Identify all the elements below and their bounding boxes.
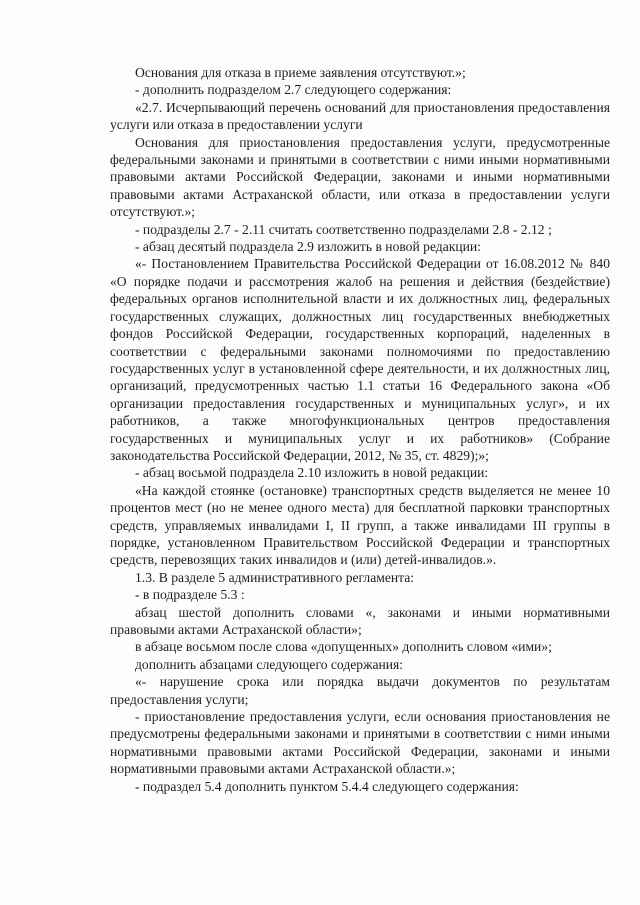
paragraph-13: в абзаце восьмом после слова «допущенных» дополнить словом «ими»; xyxy=(135,639,552,655)
paragraph-3: «2.7. Исчерпывающий перечень оснований для приостановления предоставления услуги или отказа в предоставлении услуги xyxy=(110,99,610,133)
paragraph-12: абзац шестой дополнить словами «, законами и иными нормативными правовыми актами Астраханской области»; xyxy=(110,604,610,637)
paragraph-10: 1.3. В разделе 5 административного регламента: xyxy=(135,569,415,585)
paragraph-9: «На каждой стоянке (остановке) транспортных средств выделяется не менее 10 процентов мест (но не менее одного места) для бесплатной парковки транспортных средств, управляемых инвалидами I, II групп, а также инвалидами III группы в порядке, установленном Правительством Российской Федерации и транспортных средств, перевозящих таких инвалидов и (или) детей-инвалидов.». xyxy=(110,482,610,568)
paragraph-14: дополнить абзацами следующего содержания: xyxy=(135,656,404,672)
paragraph-7: «- Постановлением Правительства Российской Федерации от 16.08.2012 № 840 «О порядке подачи и рассмотрения жалоб на решения и действия (бездействие) федеральных органов исполнительной власти и их должностных лиц, федеральных государственных служащих, должностных лиц государственных внебюджетных фондов Российской Федерации, государственных корпораций, наделенных в соответствии с федеральными законами полномочиями по предоставлению государственных услуг в установленной сфере деятельности, и их должностных лиц, организаций, предусмотренных частью 1.1 статьи 16 Федерального закона «Об организации предоставления государственных и муниципальных услуг», и их работников, а также многофункциональных центров предоставления государственных и муниципальных услуг и их работников» (Собрание законодательства Российской Федерации, 2012, № 35, ст. 4829);»; xyxy=(110,256,610,463)
paragraph-17: - подраздел 5.4 дополнить пунктом 5.4.4 следующего содержания: xyxy=(135,778,519,794)
paragraph-11: - в подразделе 5.3 : xyxy=(135,587,245,603)
paragraph-5: - подразделы 2.7 - 2.11 считать соответственно подразделами 2.8 - 2.12 ; xyxy=(135,221,552,237)
paragraph-2: - дополнить подразделом 2.7 следующего содержания: xyxy=(135,82,452,98)
paragraph-4: Основания для приостановления предоставления услуги, предусмотренные федеральными законами и принятыми в соответствии с ними иными нормативными правовыми актами Российской Федерации, законами и иными нормативными правовыми актами Астраханской области, или отказа в предоставлении услуги отсутствуют.»; xyxy=(110,134,610,220)
paragraph-8: - абзац восьмой подраздела 2.10 изложить в новой редакции: xyxy=(135,465,489,481)
paragraph-16: - приостановление предоставления услуги, если основания приостановления не предусмотрены федеральными законами и принятыми в соответствии с ними иными нормативными правовыми актами Российской Федерации, законами и иными нормативными правовыми актами Астраханской области.»; xyxy=(110,709,610,777)
paragraph-15: «- нарушение срока или порядка выдачи документов по результатам предоставления услуги; xyxy=(110,674,610,707)
paragraph-1: Основания для отказа в приеме заявления отсутствуют.»; xyxy=(135,65,466,80)
paragraph-6: - абзац десятый подраздела 2.9 изложить в новой редакции: xyxy=(135,239,481,255)
